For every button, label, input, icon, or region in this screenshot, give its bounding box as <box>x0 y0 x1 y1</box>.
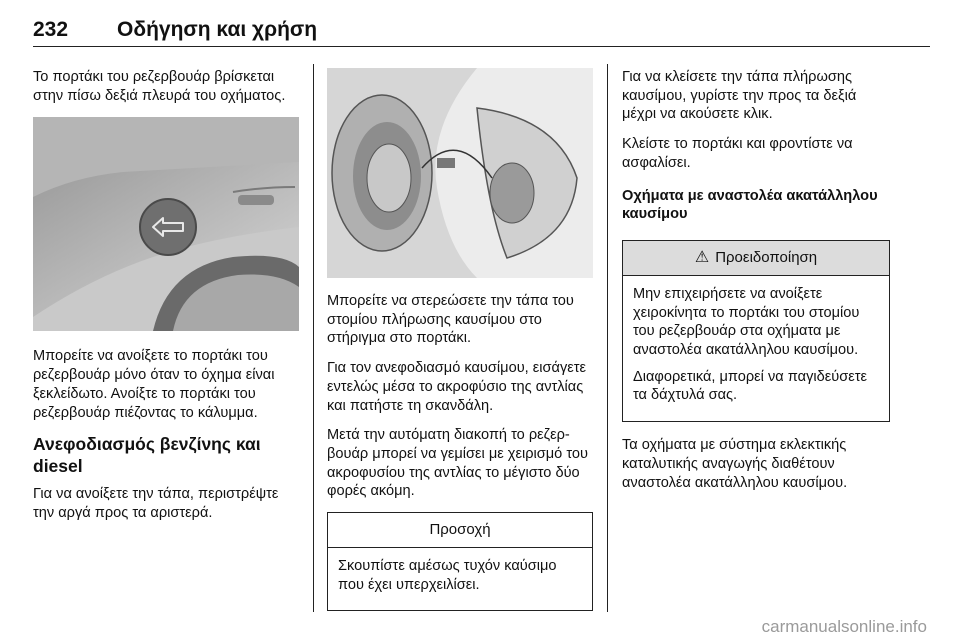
caution-box-body <box>328 548 592 610</box>
caution-box-header <box>328 513 592 548</box>
nozzle-paragraph: Για τον ανεφοδιασμό καυσίμου, εισάγετε εντελώς μέσα το ακροφύσιο της αντλίας και πατήστε τη σκανδάλη. <box>327 360 587 414</box>
caution-box <box>327 512 593 611</box>
column-3 <box>622 68 890 503</box>
warning-triangle-icon: ⚠ <box>694 248 710 266</box>
column-2 <box>327 68 593 611</box>
cap-holder-paragraph: Μπορείτε να στερεώσετε την τάπα του στομίου πλήρωσης καυσίμου στο στήριγμα στο πορτάκι. <box>327 293 574 347</box>
warning-text-2: Διαφορετικά, μπορεί να παγιδεύσετε τα δάχτυλά σας. <box>633 368 867 404</box>
fuel-cap-illustration <box>327 68 593 278</box>
warning-box-header <box>623 241 889 276</box>
open-cap-paragraph: Για να ανοίξετε την τάπα, περιστρέψτε την αργά προς τα αριστερά. <box>33 486 279 521</box>
page-number: 232 <box>33 18 69 41</box>
column-divider <box>607 64 608 612</box>
scr-paragraph: Τα οχήματα με σύστημα εκλεκτικής καταλυτικής αναγωγής διαθέτουν αναστολέα ακατάλληλου καυσίμου. <box>622 437 848 491</box>
warning-box-body <box>623 276 889 421</box>
unlock-paragraph: Μπορείτε να ανοίξετε το πορτάκι του ρεζερβουάρ μόνο όταν το όχημα είναι ξεκλείδωτο. Ανοίξτε το πορτάκι του ρεζερβουάρ πιέζοντας το κάλυμμα. <box>33 348 275 421</box>
header-divider <box>33 46 930 47</box>
caution-title: Προσοχή <box>429 520 491 538</box>
close-cap-paragraph: Για να κλείσετε την τάπα πλήρωσης καυσίμου, γυρίστε την προς τα δεξιά μέχρι να ακούσετε κλικ. <box>622 69 857 123</box>
warning-title: Προειδοποίηση <box>715 248 818 266</box>
top-up-paragraph: Μετά την αυτόματη διακοπή το ρεζερβουάρ μπορεί να γεμίσει με χειρισμό του ακροφυσίου της αντλίας το μέγιστο δύο φορές ακόμη. <box>327 427 588 500</box>
page-header <box>33 18 930 48</box>
section-heading-misfuel: Οχήματα με αναστολέα ακατάλληλου καυσίμου <box>622 187 878 223</box>
fuel-door-location-illustration <box>33 117 299 331</box>
page-title: Οδήγηση και χρήση <box>117 18 318 41</box>
column-divider <box>313 64 314 612</box>
caution-text: Σκουπίστε αμέσως τυχόν καύσιμο που έχει υπερχειλίσει. <box>338 558 557 593</box>
section-heading-refuelling: Ανεφοδιασμός βενζίνης και diesel <box>33 434 261 477</box>
close-door-paragraph: Κλείστε το πορτάκι και φροντίστε να ασφαλίσει. <box>622 136 853 171</box>
warning-box <box>622 240 890 422</box>
column-1 <box>33 68 299 534</box>
intro-paragraph: Το πορτάκι του ρεζερβουάρ βρίσκεται στην πίσω δεξιά πλευρά του οχήματος. <box>33 69 286 104</box>
watermark: carmanualsonline.info <box>761 617 927 636</box>
warning-text-1: Μην επιχειρήσετε να ανοίξετε χειροκίνητα το πορτάκι του στομίου του ρεζερβουάρ στα οχήματα με αναστολέα ακατάλληλου καυσίμου. <box>633 285 860 359</box>
